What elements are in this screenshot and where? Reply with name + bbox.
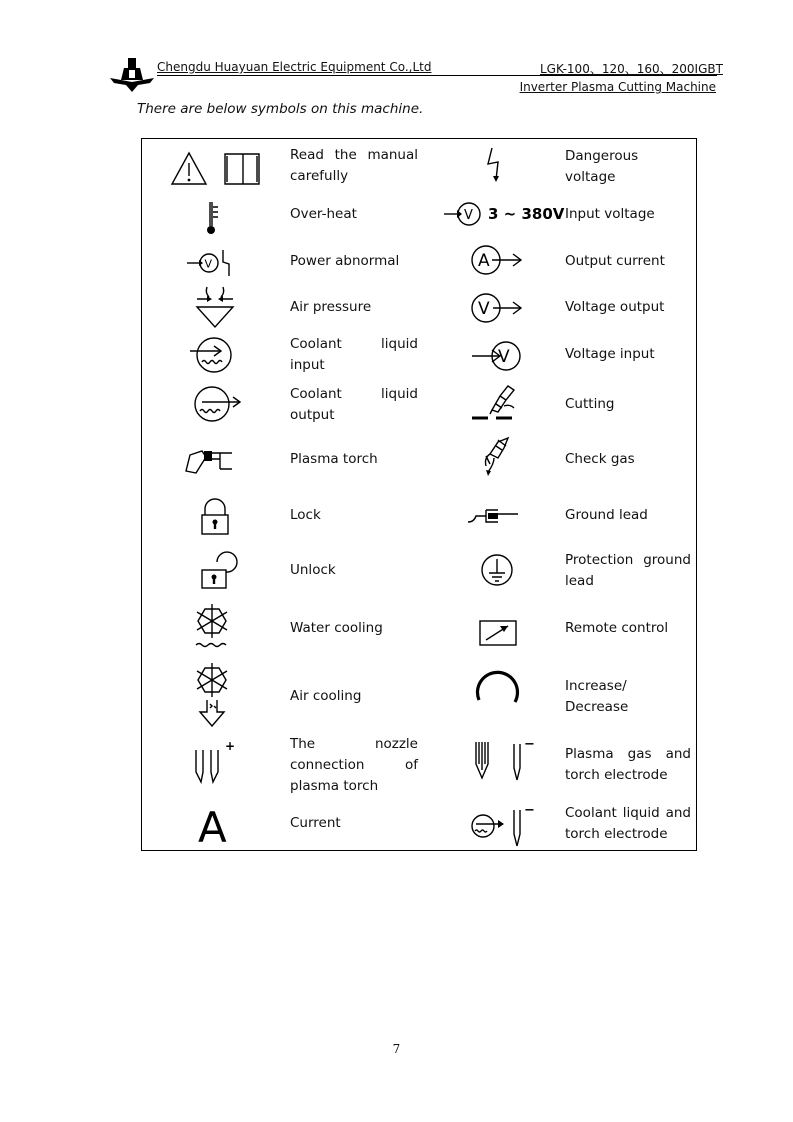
svg-text:+: + xyxy=(225,739,236,753)
svg-text:3 ~ 380V: 3 ~ 380V xyxy=(488,205,565,223)
label-check-gas: Check gas xyxy=(565,451,635,467)
plasma-torch-icon xyxy=(184,445,236,475)
coolant-input-icon xyxy=(188,335,236,375)
page-number: 7 xyxy=(392,1042,401,1056)
label-power-abnormal: Power abnormal xyxy=(290,253,400,269)
label-current: Current xyxy=(290,815,341,831)
label-voltage-output: Voltage output xyxy=(565,299,665,315)
ground-lead-icon xyxy=(466,502,522,526)
coolant-output-icon xyxy=(192,384,244,424)
label-air-cooling: Air cooling xyxy=(290,688,362,704)
svg-text:V: V xyxy=(464,208,473,223)
machine-type: Inverter Plasma Cutting Machine xyxy=(519,80,716,94)
label-cutting: Cutting xyxy=(565,396,615,412)
model-number: LGK-100、120、160、200IGBT xyxy=(540,62,723,76)
label-over-heat: Over-heat xyxy=(290,206,357,222)
label-coolant-input: Coolant liquid input xyxy=(290,336,418,373)
lock-icon xyxy=(200,498,230,536)
label-remote-control: Remote control xyxy=(565,620,669,636)
current-icon xyxy=(196,802,228,852)
label-unlock: Unlock xyxy=(290,562,336,578)
svg-text:−: − xyxy=(524,737,535,752)
air-cooling-icon xyxy=(194,662,230,728)
svg-text:V: V xyxy=(478,299,490,319)
thermometer-icon xyxy=(202,200,222,236)
warning-manual-icon xyxy=(170,150,262,188)
label-output-current: Output current xyxy=(565,253,665,269)
coolant-electrode-icon xyxy=(470,804,534,848)
label-input-voltage: Input voltage xyxy=(565,206,655,222)
input-voltage-icon xyxy=(442,200,564,228)
voltage-input-icon xyxy=(470,340,522,372)
label-lock: Lock xyxy=(290,507,321,523)
voltage-output-icon xyxy=(470,292,524,324)
label-read-manual: Read the manual carefully xyxy=(290,147,418,184)
water-cooling-icon xyxy=(194,603,230,651)
remote-control-icon xyxy=(478,618,520,648)
power-abnormal-icon xyxy=(185,246,233,278)
label-ground-lead: Ground lead xyxy=(565,507,648,523)
protection-ground-icon xyxy=(480,553,514,587)
dangerous-voltage-icon xyxy=(484,146,510,184)
svg-text:V: V xyxy=(204,257,213,271)
label-protection-ground: Protection ground lead xyxy=(565,552,691,589)
header-divider xyxy=(157,75,717,76)
label-plasma-gas-electrode: Plasma gas and torch electrode xyxy=(565,746,691,783)
label-nozzle-connection: The nozzle connection of plasma torch xyxy=(290,736,418,794)
label-coolant-output: Coolant liquid output xyxy=(290,386,418,423)
increase-decrease-icon xyxy=(473,668,521,708)
label-increase-decrease: Increase/ Decrease xyxy=(565,677,629,715)
company-name: Chengdu Huayuan Electric Equipment Co.,Ltd xyxy=(157,60,432,74)
svg-text:−: − xyxy=(524,803,535,818)
label-voltage-input: Voltage input xyxy=(565,346,655,362)
label-plasma-torch: Plasma torch xyxy=(290,451,378,467)
output-current-icon xyxy=(470,244,524,276)
svg-text:V: V xyxy=(498,347,510,367)
nozzle-connection-icon xyxy=(194,740,236,784)
svg-text:A: A xyxy=(478,251,490,271)
label-dangerous-voltage: Dangerous voltage xyxy=(565,147,639,185)
plasma-gas-electrode-icon xyxy=(474,738,534,782)
label-water-cooling: Water cooling xyxy=(290,620,383,636)
unlock-icon xyxy=(200,550,232,590)
check-gas-icon xyxy=(480,436,512,478)
label-coolant-electrode: Coolant liquid and torch electrode xyxy=(565,805,691,842)
company-logo xyxy=(110,58,154,92)
svg-text:A: A xyxy=(198,803,227,852)
cutting-icon xyxy=(470,384,520,422)
intro-text: There are below symbols on this machine. xyxy=(137,101,424,117)
air-pressure-icon xyxy=(193,285,237,329)
label-air-pressure: Air pressure xyxy=(290,299,372,315)
